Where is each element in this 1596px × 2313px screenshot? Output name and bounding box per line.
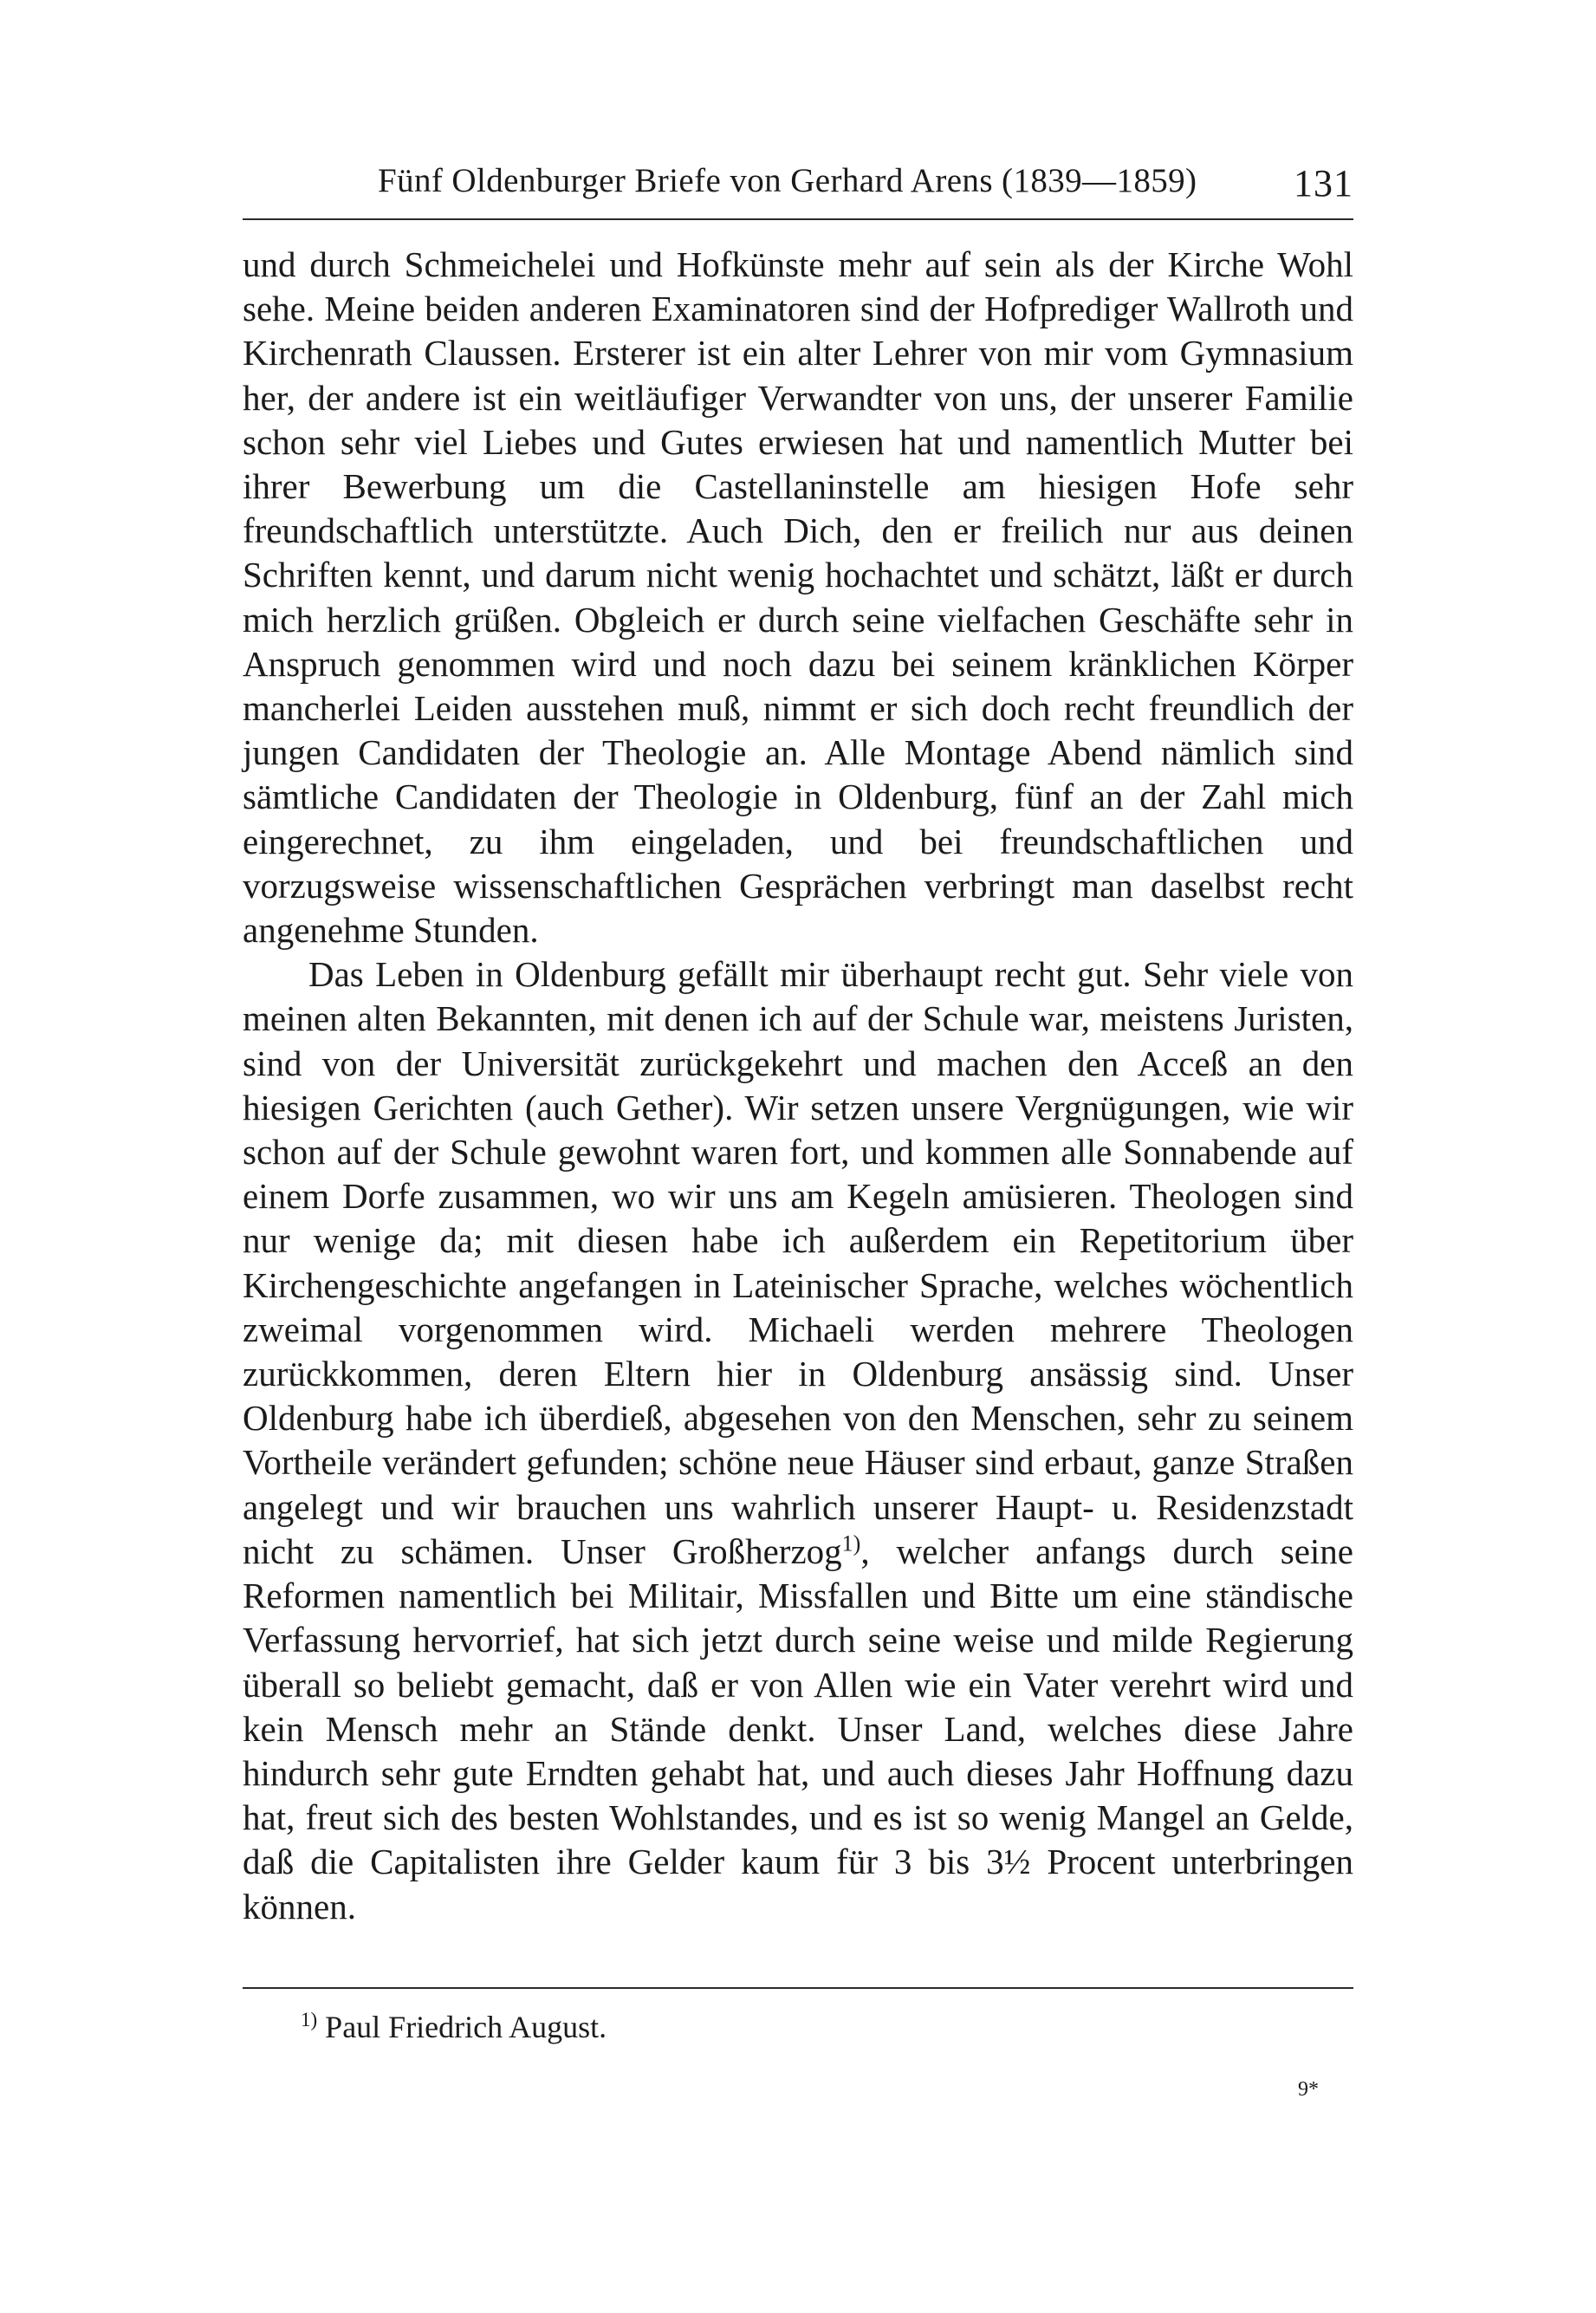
paragraph-2 bbox=[243, 952, 1353, 1928]
footnote-marker: 1) bbox=[301, 2009, 318, 2030]
body-text bbox=[243, 243, 1353, 1929]
footnote-text: Paul Friedrich August. bbox=[325, 2010, 607, 2044]
footnote-rule bbox=[243, 1987, 1353, 1989]
paragraph-1: und durch Schmeichelei und Hofkünste mehr auf sein als der Kirche Wohl sehe. Meine beiden anderen Examinatoren sind der Hofprediger Wallroth und Kirchenrath Claussen. Ersterer ist ein alter Lehrer von mir vom Gymnasium her, der andere ist ein weitläufiger Verwandter von uns, der unserer Familie schon sehr viel Liebes und Gutes erwiesen hat und namentlich Mutter bei ihrer Bewerbung um die Castellaninstelle am hiesigen Hofe sehr freundschaftlich unterstützte. Auch Dich, den er freilich nur aus deinen Schriften kennt, und darum nicht wenig hochachtet und schätzt, läßt er durch mich herzlich grüßen. Obgleich er durch seine vielfachen Geschäfte sehr in Anspruch genommen wird und noch dazu bei seinem kränklichen Körper mancherlei Leiden ausstehen muß, nimmt er sich doch recht freundlich der jungen Candidaten der Theologie an. Alle Montage Abend nämlich sind sämtliche Candidaten der Theologie in Oldenburg, fünf an der Zahl mich eingerechnet, zu ihm eingeladen, und bei freundschaftlichen und vorzugsweise wissenschaftlichen Gesprächen verbringt man daselbst recht angenehme Stunden. bbox=[243, 244, 1353, 951]
running-title: Fünf Oldenburger Briefe von Gerhard Arens (1839—1859) bbox=[378, 162, 1197, 199]
page-number: 131 bbox=[1294, 162, 1353, 205]
paragraph-2-text-after-note: , welcher anfangs durch seine Reformen namentlich bei Militair, Missfallen und Bitte um eine ständische Verfassung hervorrief, hat sich jetzt durch seine weise und milde Regierung überall so beliebt gemacht, daß er von Allen wie ein Vater verehrt wird und kein Mensch mehr an Stände denkt. Unser Land, welches diese Jahre hindurch sehr gute Erndten gehabt hat, und auch dieses Jahr Hoffnung dazu hat, freut sich des besten Wohlstandes, und es ist so wenig Mangel an Gelde, daß die Capitalisten ihre Gelder kaum für 3 bis 3½ Procent unterbringen können. bbox=[243, 1530, 1353, 1926]
header-rule bbox=[243, 218, 1353, 220]
printer-signature-mark: 9* bbox=[1298, 2078, 1319, 2101]
footnote-reference-marker: 1) bbox=[841, 1530, 861, 1556]
footnote bbox=[301, 2009, 607, 2045]
running-head bbox=[243, 161, 1353, 222]
paragraph-2-text-before-note: Das Leben in Oldenburg gefällt mir überhaupt recht gut. Sehr viele von meinen alten Bekannten, mit denen ich auf der Schule war, meistens Juristen, sind von der Universität zurückgekehrt und machen den Acceß an den hiesigen Gerichten (auch Gether). Wir setzen unsere Vergnügungen, wie wir schon auf der Schule gewohnt waren fort, und kommen alle Sonnabende auf einem Dorfe zusammen, wo wir uns am Kegeln amüsieren. Theologen sind nur wenige da; mit diesen habe ich außerdem ein Repetitorium über Kirchengeschichte angefangen in Lateinischer Sprache, welches wöchentlich zweimal vorgenommen wird. Michaeli werden mehrere Theologen zurückkommen, deren Eltern hier in Oldenburg ansässig sind. Unser Oldenburg habe ich überdieß, abgesehen von den Menschen, sehr zu seinem Vortheile verändert gefunden; schöne neue Häuser sind erbaut, ganze Straßen angelegt und wir brauchen uns wahrlich unserer Haupt- u. Residenzstadt nicht zu schämen. Unser Großherzog bbox=[243, 954, 1353, 1571]
